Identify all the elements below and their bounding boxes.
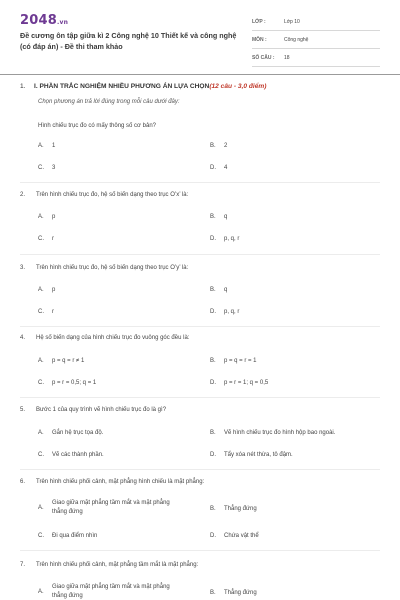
option-c[interactable] <box>38 165 55 171</box>
option-d[interactable] <box>210 309 239 315</box>
page-title: Đề cương ôn tập giữa kì 2 Công nghệ 10 Thiết kế và công nghệ (có đáp án) - Đề thi tham khảo <box>20 31 237 51</box>
question-number: 3. <box>20 265 26 271</box>
option-letter: A. <box>38 505 44 511</box>
option-text: Chứa vật thể <box>224 533 259 539</box>
question-text <box>20 335 380 341</box>
option-a[interactable] <box>38 430 103 436</box>
meta-label: SỐ CÂU : <box>252 54 275 61</box>
option-b[interactable] <box>210 506 257 512</box>
option-d[interactable] <box>210 380 268 386</box>
header-divider <box>0 74 400 75</box>
option-letter: B. <box>210 590 216 596</box>
option-text: r <box>52 236 54 242</box>
option-a[interactable] <box>38 583 172 600</box>
option-b[interactable] <box>210 287 227 293</box>
site-logo[interactable] <box>20 13 68 28</box>
section-heading <box>20 83 266 90</box>
option-a[interactable] <box>38 214 55 220</box>
option-text: Vẽ hình chiếu trục đo hình hộp bao ngoài. <box>224 430 336 436</box>
option-b[interactable] <box>210 430 335 436</box>
option-text: p = q = r ≠ 1 <box>52 358 85 364</box>
question-number: 7. <box>20 562 26 568</box>
option-text: p <box>52 214 56 220</box>
meta-row-class <box>252 13 380 31</box>
logo-suffix: .vn <box>56 19 69 26</box>
option-letter: B. <box>210 506 216 512</box>
option-c[interactable] <box>38 309 54 315</box>
meta-value: Lớp 10 <box>284 18 300 25</box>
option-text: p = r = 1; q = 0,5 <box>224 380 269 386</box>
question-body: Hệ số biến dạng của hình chiếu trục đo vuông góc đều là: <box>36 335 190 341</box>
question-text: Hình chiếu trục đo có mấy thông số cơ bản? <box>38 123 157 129</box>
option-letter: D. <box>210 165 216 171</box>
option-text: p <box>52 287 56 293</box>
option-d[interactable] <box>210 533 259 539</box>
option-text: Gắn hệ trục tọa độ. <box>52 430 104 436</box>
question-body: Trên hình chiếu trục đo, hệ số biến dạng theo trục O’x’ là: <box>36 192 189 198</box>
option-text: p = q = r = 1 <box>224 358 257 364</box>
option-c[interactable] <box>38 380 96 386</box>
question-body: Trên hình chiếu trục đo, hệ số biến dạng theo trục O’y’ là: <box>36 265 189 271</box>
option-c[interactable] <box>38 236 54 242</box>
option-text: Đi qua điểm nhìn <box>52 533 98 539</box>
meta-label: LỚP : <box>252 18 266 25</box>
question-text <box>20 407 380 413</box>
option-a[interactable] <box>38 499 172 517</box>
option-letter: B. <box>210 430 216 436</box>
question-number: 2. <box>20 192 26 198</box>
option-a[interactable] <box>38 358 84 364</box>
meta-row-count <box>252 49 380 67</box>
question-body: Bước 1 của quy trình vẽ hình chiếu trục đo là gì? <box>36 407 167 413</box>
section-note: (12 câu - 3,0 điểm) <box>209 83 267 90</box>
option-text: p = r = 0,5; q = 1 <box>52 380 97 386</box>
option-letter: C. <box>38 236 44 242</box>
option-b[interactable] <box>210 358 257 364</box>
option-d[interactable] <box>210 236 239 242</box>
option-letter: B. <box>210 214 216 220</box>
option-letter: C. <box>38 380 44 386</box>
question-number: 4. <box>20 335 26 341</box>
question-divider <box>20 182 380 183</box>
option-text: Tẩy xóa nét thừa, tô đậm. <box>224 452 293 458</box>
option-b[interactable] <box>210 143 227 149</box>
logo-main: 2048 <box>20 13 57 28</box>
section-instruction: Chọn phương án trả lời đúng trong mỗi câu dưới đây: <box>38 99 180 105</box>
option-text: Vẽ các thành phần. <box>52 452 104 458</box>
option-text: q <box>224 214 228 220</box>
option-a[interactable] <box>38 143 55 149</box>
option-letter: A. <box>38 358 44 364</box>
option-b[interactable] <box>210 590 257 596</box>
question-divider <box>20 550 380 551</box>
section-number: 1. <box>20 83 26 90</box>
option-text: 4 <box>224 165 228 171</box>
question-divider <box>20 397 380 398</box>
option-c[interactable] <box>38 533 97 539</box>
question-body: Trên hình chiếu phối cảnh, mặt phẳng tầm mắt là mặt phẳng: <box>36 562 199 568</box>
option-d[interactable] <box>210 165 227 171</box>
option-letter: D. <box>210 380 216 386</box>
question-text <box>20 192 380 198</box>
option-text: Giao giữa mặt phẳng tầm mắt và mặt phẳng thẳng đứng <box>52 584 170 599</box>
option-letter: A. <box>38 589 44 595</box>
option-text: Thẳng đứng <box>224 506 257 512</box>
option-letter: A. <box>38 214 44 220</box>
option-letter: C. <box>38 165 44 171</box>
section-title: I. PHẦN TRẮC NGHIỆM NHIỀU PHƯƠNG ÁN LỰA CHỌN <box>34 83 210 90</box>
option-text: 1 <box>52 143 56 149</box>
option-b[interactable] <box>210 214 227 220</box>
question-divider <box>20 326 380 327</box>
question-body: Trên hình chiếu phối cảnh, mặt phẳng hình chiếu là mặt phẳng: <box>36 479 205 485</box>
question-text <box>20 479 380 485</box>
meta-value: Công nghệ <box>284 36 309 43</box>
question-number: 5. <box>20 407 26 413</box>
option-d[interactable] <box>210 452 293 458</box>
question-divider <box>20 469 380 470</box>
option-letter: C. <box>38 309 44 315</box>
option-text: p, q, r <box>224 309 240 315</box>
option-letter: B. <box>210 287 216 293</box>
option-letter: B. <box>210 358 216 364</box>
option-text: p, q, r <box>224 236 240 242</box>
option-letter: B. <box>210 143 216 149</box>
option-letter: A. <box>38 143 44 149</box>
option-letter: D. <box>210 236 216 242</box>
option-text: 2 <box>224 143 228 149</box>
option-letter: A. <box>38 430 44 436</box>
document-meta <box>252 13 380 67</box>
question-number: 6. <box>20 479 26 485</box>
option-text: 3 <box>52 165 56 171</box>
meta-row-subject <box>252 31 380 49</box>
option-letter: D. <box>210 452 216 458</box>
meta-value: 18 <box>284 54 290 61</box>
option-letter: D. <box>210 533 216 539</box>
option-text: Giao giữa mặt phẳng tầm mắt và mặt phẳng thẳng đứng <box>52 500 170 515</box>
option-text: Thẳng đứng <box>224 590 257 596</box>
question-text <box>20 562 380 568</box>
question-text <box>20 265 380 271</box>
option-text: q <box>224 287 228 293</box>
option-letter: A. <box>38 287 44 293</box>
option-text: r <box>52 309 54 315</box>
option-letter: C. <box>38 452 44 458</box>
page-header <box>0 0 400 68</box>
option-letter: D. <box>210 309 216 315</box>
option-letter: C. <box>38 533 44 539</box>
question-divider <box>20 254 380 255</box>
option-c[interactable] <box>38 452 104 458</box>
meta-label: MÔN : <box>252 36 267 43</box>
option-a[interactable] <box>38 287 55 293</box>
